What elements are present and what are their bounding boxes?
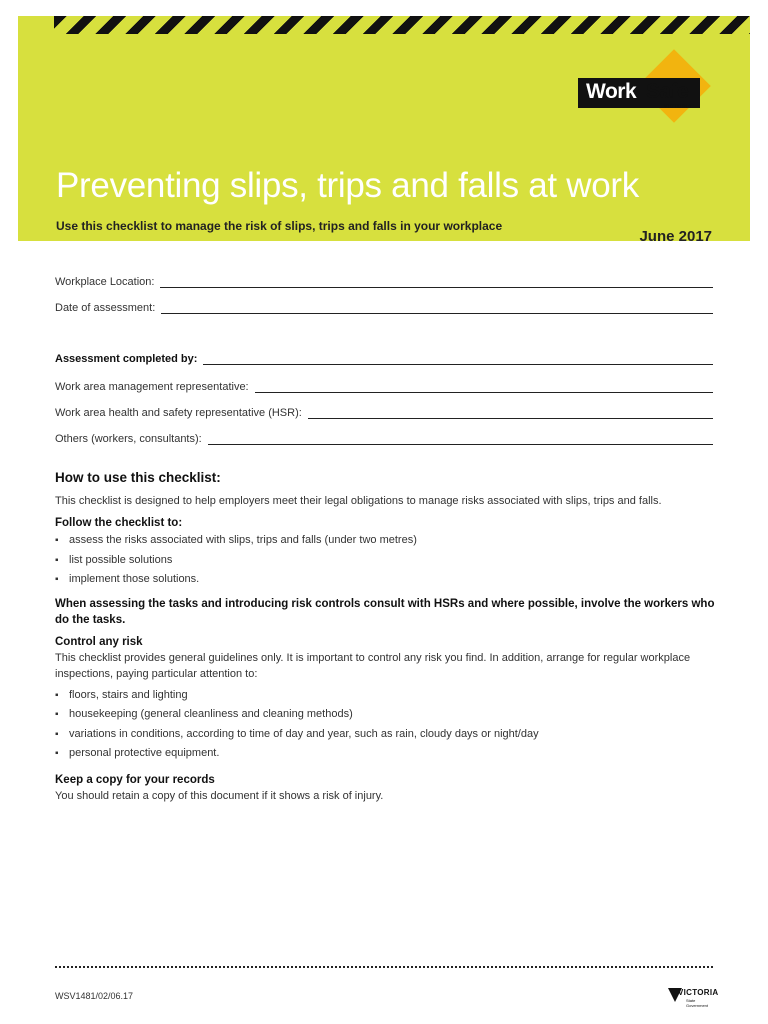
date-of-assessment-field[interactable] [55,298,713,314]
workplace-location-field[interactable] [55,272,713,288]
hsr-field[interactable] [55,403,713,419]
footer-divider [55,966,713,968]
consult-note: When assessing the tasks and introducing risk controls consult with HSRs and where possible, involve the workers who do the tasks. [55,597,715,626]
list-item: ▪ list possible solutions [55,551,715,571]
others-field[interactable] [55,429,713,445]
publication-date: June 2017 [639,228,712,245]
follow-list [55,531,715,590]
control-text: This checklist provides general guidelines only. It is important to control any risk you find. In addition, arrange for regular workplace inspections, paying particular attention to: [55,651,691,680]
victoria-government-logo [668,986,718,1012]
logo-word-work: Work [586,80,637,103]
list-item: ▪ implement those solutions. [55,570,715,590]
checklist-instructions [55,470,715,808]
list-item: ▪ floors, stairs and lighting [55,686,715,706]
assessment-completed-by-line[interactable] [203,354,713,365]
date-of-assessment-line[interactable] [161,303,713,314]
management-rep-label: Work area management representative: [55,381,249,393]
follow-heading: Follow the checklist to: [55,517,183,529]
others-line[interactable] [208,434,713,445]
logo-sub: VICTORIA [664,104,692,110]
hsr-label: Work area health and safety representative (HSR): [55,407,302,419]
hsr-line[interactable] [308,408,713,419]
victoria-logo-sub [686,998,708,1008]
header-banner [18,16,750,245]
assessment-completed-by-field[interactable] [55,349,713,365]
list-item: ▪ variations in conditions, according to time of day and year, such as rain, cloudy days or night/day [55,725,715,745]
management-rep-line[interactable] [255,382,713,393]
workplace-location-label: Workplace Location: [55,276,155,288]
worksafe-logo [578,58,714,132]
hazard-stripe [54,16,750,34]
victoria-logo-sub-line1: State [686,998,696,1003]
control-heading: Control any risk [55,635,143,648]
checklist-heading: How to use this checklist: [55,470,221,485]
workplace-location-line[interactable] [160,277,713,288]
document-code: WSV1481/02/06.17 [55,991,134,1001]
list-item: ▪ personal protective equipment. [55,744,715,764]
list-item: ▪ housekeeping (general cleanliness and cleaning methods) [55,705,715,725]
records-heading: Keep a copy for your records [55,773,215,786]
others-label: Others (workers, consultants): [55,433,202,445]
page-title: Preventing slips, trips and falls at work [56,166,639,205]
date-of-assessment-label: Date of assessment: [55,302,156,314]
records-text: You should retain a copy of this document if it shows a risk of injury. [55,789,384,802]
victoria-logo-text: VICTORIA [678,988,719,997]
victoria-logo-sub-line2: Government [686,1003,709,1008]
control-list [55,686,715,764]
management-rep-field[interactable] [55,377,713,393]
page-subtitle: Use this checklist to manage the risk of slips, trips and falls in your workplace [56,219,503,233]
logo-word-safe: Safe [646,80,689,103]
list-item: ▪ assess the risks associated with slips, trips and falls (under two metres) [55,531,715,551]
assessment-completed-by-label: Assessment completed by: [55,353,198,365]
checklist-intro: This checklist is designed to help employers meet their legal obligations to manage risks associated with slips, trips and falls. [55,495,662,507]
